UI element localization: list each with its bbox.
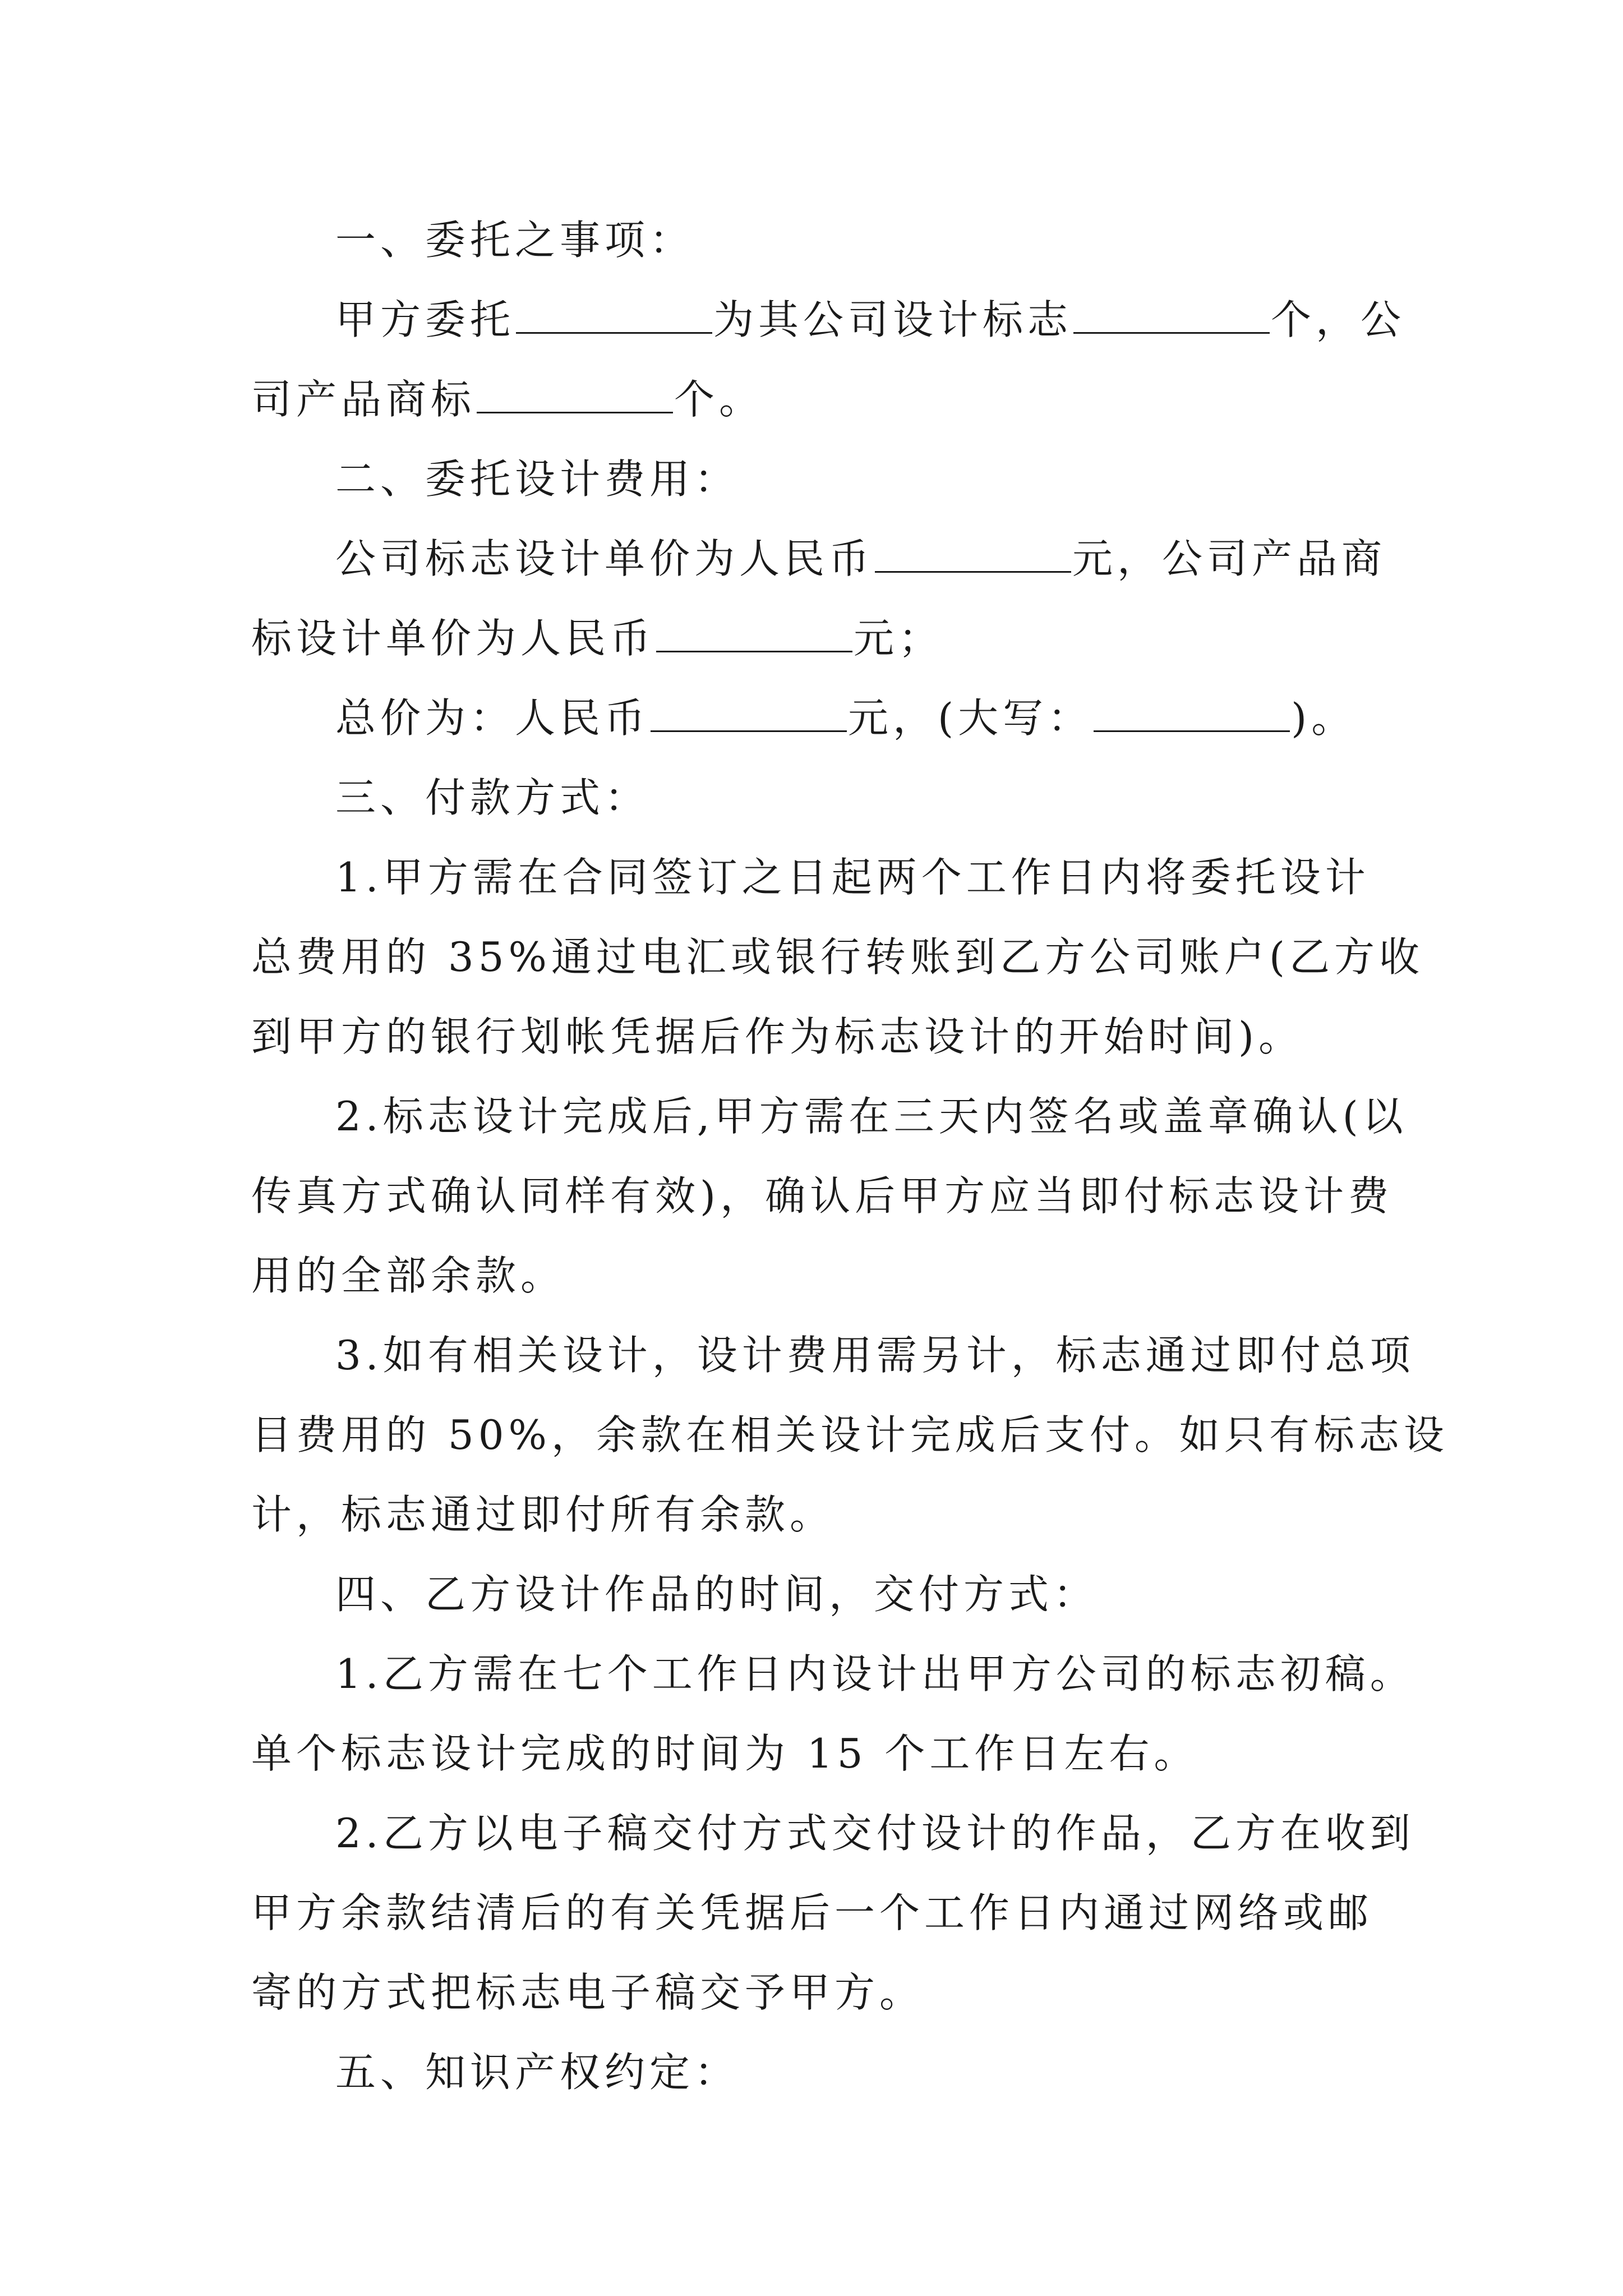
paragraph-line: 2.标志设计完成后,甲方需在三天内签名或盖章确认(以 — [335, 1093, 1408, 1140]
paragraph-line — [251, 371, 764, 427]
text-segment: 个。 — [674, 376, 764, 423]
section-heading-2: 二、委托设计费用： — [335, 455, 740, 503]
paragraph-line — [335, 292, 1405, 348]
paragraph-line: 甲方余款结清后的有关凭据后一个工作日内通过网络或邮 — [251, 1889, 1373, 1936]
text-segment: 司产品商标 — [251, 376, 476, 423]
fill-blank[interactable] — [651, 696, 847, 732]
text-segment: 个，公 — [1271, 296, 1406, 343]
paragraph-line: 寄的方式把标志电子稿交予甲方。 — [251, 1969, 925, 2016]
section-heading-3: 三、付款方式： — [335, 774, 650, 821]
paragraph-line: 计，标志通过即付所有余款。 — [251, 1491, 835, 1538]
paragraph-line — [335, 531, 1386, 587]
text-segment: 为其公司设计标志 — [713, 296, 1073, 343]
paragraph-line: 1.甲方需在合同签订之日起两个工作日内将委托设计 — [335, 854, 1370, 901]
text-segment: 元，(大写： — [848, 694, 1093, 742]
fill-blank[interactable] — [477, 377, 673, 413]
text-segment: 元，公司产品商 — [1072, 535, 1387, 582]
paragraph-line: 3.如有相关设计，设计费用需另计，标志通过即付总项 — [335, 1332, 1415, 1379]
text-segment: 甲方委托 — [335, 296, 515, 343]
fill-blank[interactable] — [1073, 297, 1270, 334]
paragraph-line: 2.乙方以电子稿交付方式交付设计的作品，乙方在收到 — [335, 1810, 1415, 1857]
paragraph-line: 用的全部余款。 — [251, 1252, 566, 1299]
section-heading-4: 四、乙方设计作品的时间，交付方式： — [335, 1571, 1099, 1618]
text-segment: )。 — [1291, 694, 1357, 742]
section-heading-5: 五、知识产权约定： — [335, 2049, 740, 2096]
text-segment: 标设计单价为人民币 — [251, 615, 656, 662]
text-segment: 公司标志设计单价为人民币 — [335, 535, 874, 582]
fill-blank[interactable] — [656, 616, 852, 652]
paragraph-line: 单个标志设计完成的时间为 15 个工作日左右。 — [251, 1730, 1199, 1777]
fill-blank[interactable] — [875, 536, 1071, 573]
text-segment: 元； — [854, 615, 944, 662]
fill-blank[interactable] — [516, 297, 712, 334]
paragraph-line: 总费用的 35%通过电汇或银行转账到乙方公司账户(乙方收 — [251, 933, 1424, 981]
paragraph-line: 传真方式确认同样有效)，确认后甲方应当即付标志设计费 — [251, 1172, 1394, 1220]
paragraph-line: 目费用的 50%，余款在相关设计完成后支付。如只有标志设 — [251, 1411, 1449, 1458]
fill-blank[interactable] — [1094, 696, 1290, 732]
paragraph-line: 到甲方的银行划帐凭据后作为标志设计的开始时间)。 — [251, 1013, 1304, 1060]
section-heading-1: 一、委托之事项： — [335, 217, 695, 264]
paragraph-line — [335, 690, 1356, 746]
paragraph-line — [251, 610, 943, 666]
text-segment: 总价为：人民币 — [335, 694, 650, 742]
paragraph-line: 1.乙方需在七个工作日内设计出甲方公司的标志初稿。 — [335, 1650, 1415, 1697]
